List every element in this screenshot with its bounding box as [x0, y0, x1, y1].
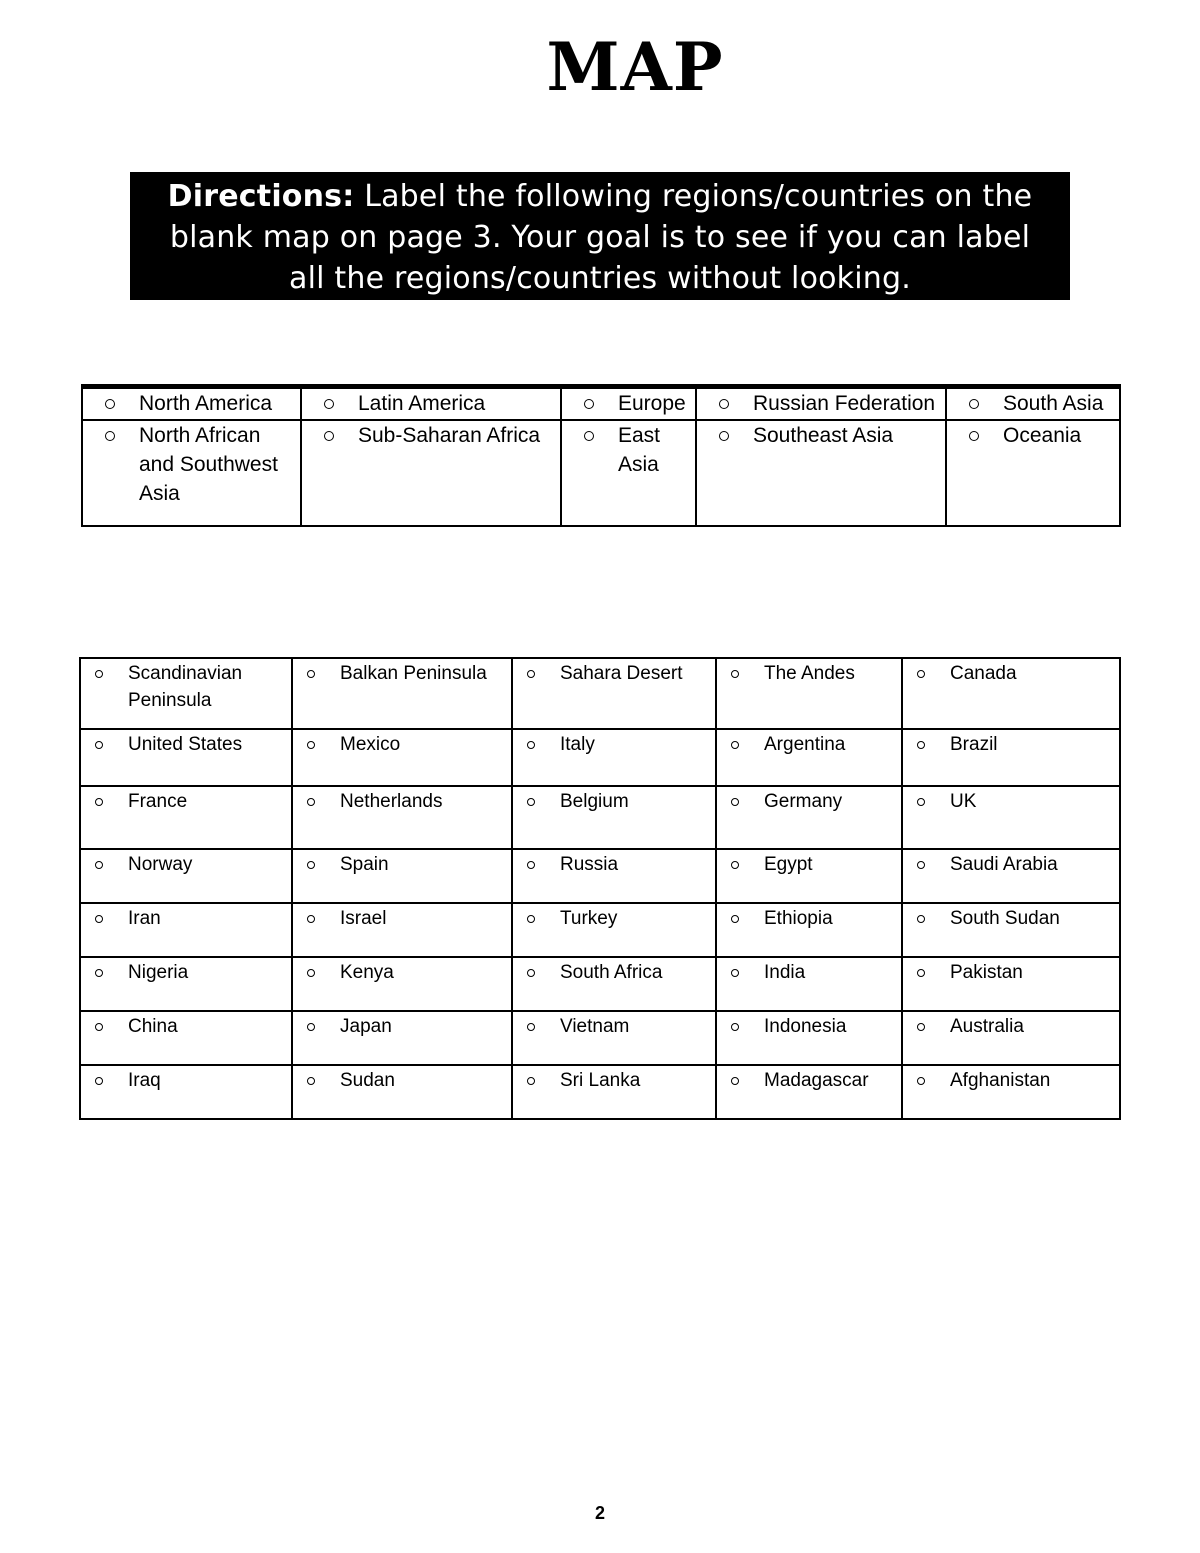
country-label: Scandinavian Peninsula	[128, 663, 243, 711]
country-item	[513, 959, 715, 986]
region-label: Russian Federation	[753, 392, 936, 415]
countries-row	[80, 786, 1120, 849]
country-label: Sri Lanka	[560, 1070, 641, 1091]
hollow-bullet-icon	[731, 1023, 739, 1031]
country-item	[717, 731, 901, 758]
hollow-bullet-icon	[95, 670, 103, 678]
region-item	[947, 421, 1119, 450]
country-label: France	[128, 791, 188, 812]
directions-box	[130, 172, 1070, 300]
country-label: Argentina	[764, 734, 846, 755]
region-label: Sub-Saharan Africa	[358, 424, 541, 447]
country-item	[81, 959, 291, 986]
country-label: Norway	[128, 854, 193, 875]
country-label: United States	[128, 734, 243, 755]
country-label: The Andes	[764, 663, 855, 684]
country-label: China	[128, 1016, 178, 1037]
countries-row	[80, 849, 1120, 903]
country-item	[293, 905, 511, 932]
directions-text: Label the following regions/countries on the blank map on page 3. Your goal is to see if you can label all the regions/countries without looking.	[169, 179, 1033, 296]
region-label: Oceania	[1003, 424, 1082, 447]
country-label: Netherlands	[340, 791, 443, 812]
hollow-bullet-icon	[527, 798, 535, 806]
hollow-bullet-icon	[584, 431, 594, 441]
hollow-bullet-icon	[95, 969, 103, 977]
hollow-bullet-icon	[917, 1077, 925, 1085]
region-label: East Asia	[618, 424, 661, 476]
country-item	[81, 731, 291, 758]
country-item	[903, 731, 1119, 758]
country-item	[293, 1067, 511, 1094]
hollow-bullet-icon	[95, 1023, 103, 1031]
hollow-bullet-icon	[719, 399, 729, 409]
country-item	[903, 851, 1119, 878]
country-label: Canada	[950, 663, 1017, 684]
country-label: Sudan	[340, 1070, 395, 1091]
hollow-bullet-icon	[731, 861, 739, 869]
hollow-bullet-icon	[527, 670, 535, 678]
region-item	[562, 421, 695, 479]
country-label: Egypt	[764, 854, 813, 875]
hollow-bullet-icon	[584, 399, 594, 409]
hollow-bullet-icon	[307, 741, 315, 749]
region-label: Latin America	[358, 392, 486, 415]
country-item	[717, 851, 901, 878]
page-number: 2	[594, 1503, 605, 1523]
hollow-bullet-icon	[917, 969, 925, 977]
country-label: Iran	[128, 908, 161, 929]
hollow-bullet-icon	[307, 1023, 315, 1031]
hollow-bullet-icon	[95, 1077, 103, 1085]
country-item	[81, 660, 291, 714]
country-label: Balkan Peninsula	[340, 663, 487, 684]
country-item	[513, 851, 715, 878]
hollow-bullet-icon	[105, 399, 115, 409]
hollow-bullet-icon	[527, 915, 535, 923]
hollow-bullet-icon	[307, 670, 315, 678]
hollow-bullet-icon	[731, 670, 739, 678]
region-label: North America	[139, 392, 273, 415]
country-item	[903, 905, 1119, 932]
country-label: Israel	[340, 908, 387, 929]
country-item	[903, 1013, 1119, 1040]
country-item	[293, 851, 511, 878]
region-label: Europe	[618, 392, 686, 415]
country-label: Mexico	[340, 734, 401, 755]
country-item	[903, 959, 1119, 986]
countries-row	[80, 957, 1120, 1011]
country-item	[717, 905, 901, 932]
country-label: Nigeria	[128, 962, 189, 983]
hollow-bullet-icon	[527, 1077, 535, 1085]
region-item	[83, 389, 300, 418]
page-title: MAP	[546, 28, 724, 106]
country-label: Iraq	[128, 1070, 161, 1091]
country-item	[717, 959, 901, 986]
country-item	[293, 959, 511, 986]
countries-row	[80, 1065, 1120, 1119]
hollow-bullet-icon	[307, 861, 315, 869]
hollow-bullet-icon	[324, 399, 334, 409]
country-item	[513, 1067, 715, 1094]
country-label: Turkey	[560, 908, 618, 929]
regions-row	[82, 420, 1120, 526]
country-item	[513, 1013, 715, 1040]
country-label: Australia	[950, 1016, 1024, 1037]
country-item	[513, 905, 715, 932]
hollow-bullet-icon	[917, 1023, 925, 1031]
hollow-bullet-icon	[527, 741, 535, 749]
country-item	[903, 660, 1119, 687]
region-item	[302, 389, 560, 418]
hollow-bullet-icon	[969, 431, 979, 441]
hollow-bullet-icon	[95, 915, 103, 923]
country-item	[81, 851, 291, 878]
country-item	[293, 731, 511, 758]
country-label: Italy	[560, 734, 595, 755]
region-label: South Asia	[1003, 392, 1104, 415]
country-label: India	[764, 962, 806, 983]
country-label: South Africa	[560, 962, 663, 983]
hollow-bullet-icon	[719, 431, 729, 441]
hollow-bullet-icon	[527, 861, 535, 869]
country-item	[81, 1067, 291, 1094]
hollow-bullet-icon	[527, 969, 535, 977]
hollow-bullet-icon	[731, 915, 739, 923]
country-label: Russia	[560, 854, 619, 875]
country-item	[903, 788, 1119, 815]
country-label: Ethiopia	[764, 908, 833, 929]
country-label: Indonesia	[764, 1016, 847, 1037]
hollow-bullet-icon	[731, 798, 739, 806]
hollow-bullet-icon	[307, 1077, 315, 1085]
country-item	[513, 788, 715, 815]
country-label: Belgium	[560, 791, 629, 812]
hollow-bullet-icon	[527, 1023, 535, 1031]
country-label: Sahara Desert	[560, 663, 683, 684]
region-item	[83, 421, 300, 508]
region-item	[302, 421, 560, 450]
country-label: Vietnam	[560, 1016, 630, 1037]
hollow-bullet-icon	[917, 798, 925, 806]
region-item	[697, 389, 945, 418]
countries-row	[80, 1011, 1120, 1065]
region-item	[562, 389, 695, 418]
country-label: Germany	[764, 791, 843, 812]
country-label: Pakistan	[950, 962, 1023, 983]
hollow-bullet-icon	[917, 670, 925, 678]
hollow-bullet-icon	[731, 741, 739, 749]
regions-row	[82, 387, 1120, 421]
country-item	[293, 1013, 511, 1040]
country-item	[717, 788, 901, 815]
country-label: Madagascar	[764, 1070, 869, 1091]
countries-table	[79, 657, 1121, 1120]
hollow-bullet-icon	[95, 798, 103, 806]
country-item	[81, 905, 291, 932]
country-item	[81, 1013, 291, 1040]
region-item	[947, 389, 1119, 418]
country-item	[903, 1067, 1119, 1094]
hollow-bullet-icon	[324, 431, 334, 441]
country-item	[81, 788, 291, 815]
hollow-bullet-icon	[105, 431, 115, 441]
hollow-bullet-icon	[95, 741, 103, 749]
directions-label: Directions:	[167, 179, 355, 214]
hollow-bullet-icon	[731, 969, 739, 977]
country-item	[293, 660, 511, 687]
country-item	[293, 788, 511, 815]
country-label: Brazil	[950, 734, 998, 755]
region-label: Southeast Asia	[753, 424, 894, 447]
hollow-bullet-icon	[917, 741, 925, 749]
country-item	[717, 1013, 901, 1040]
countries-row	[80, 729, 1120, 786]
region-item	[697, 421, 945, 450]
countries-row	[80, 658, 1120, 729]
hollow-bullet-icon	[917, 915, 925, 923]
hollow-bullet-icon	[917, 861, 925, 869]
country-item	[513, 660, 715, 687]
hollow-bullet-icon	[307, 798, 315, 806]
hollow-bullet-icon	[731, 1077, 739, 1085]
country-item	[717, 660, 901, 687]
region-label: North African and Southwest Asia	[139, 424, 278, 505]
hollow-bullet-icon	[307, 969, 315, 977]
country-label: Japan	[340, 1016, 392, 1037]
country-item	[717, 1067, 901, 1094]
hollow-bullet-icon	[969, 399, 979, 409]
country-label: Kenya	[340, 962, 394, 983]
country-label: Spain	[340, 854, 389, 875]
countries-row	[80, 903, 1120, 957]
country-label: UK	[950, 791, 977, 812]
hollow-bullet-icon	[95, 861, 103, 869]
hollow-bullet-icon	[307, 915, 315, 923]
country-label: Saudi Arabia	[950, 854, 1058, 875]
country-item	[513, 731, 715, 758]
regions-table	[81, 384, 1121, 527]
country-label: Afghanistan	[950, 1070, 1051, 1091]
country-label: South Sudan	[950, 908, 1060, 929]
